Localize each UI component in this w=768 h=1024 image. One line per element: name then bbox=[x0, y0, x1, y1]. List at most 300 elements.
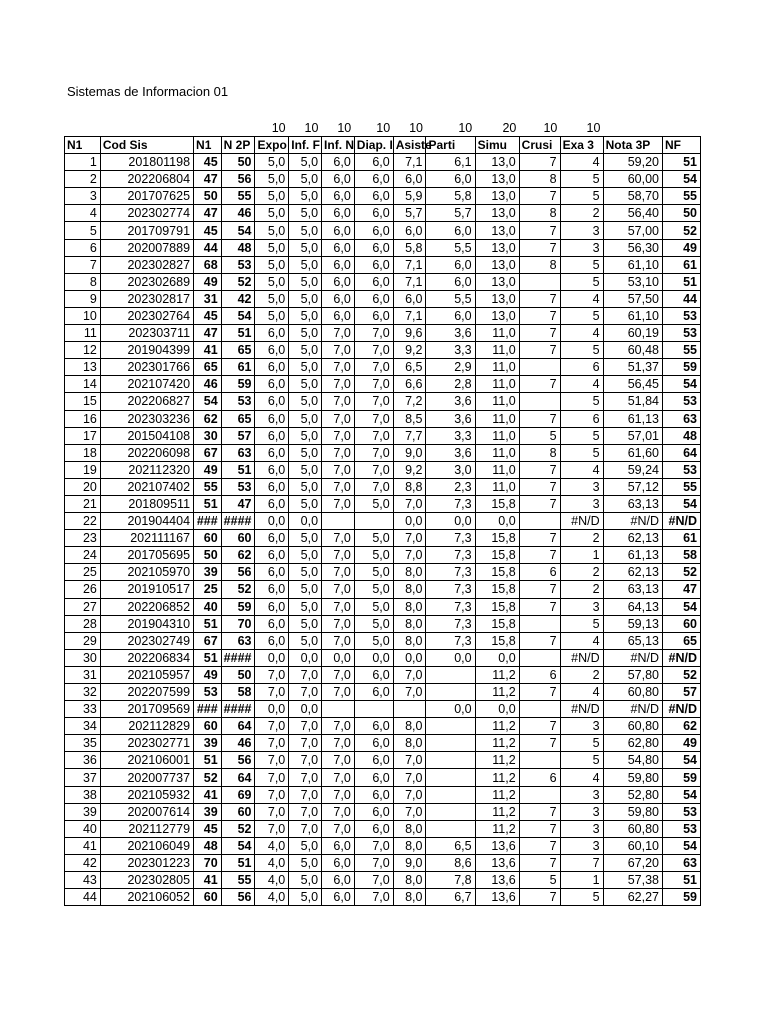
table-cell[interactable]: 11,2 bbox=[475, 752, 519, 769]
table-cell[interactable]: 63 bbox=[221, 632, 255, 649]
table-cell[interactable]: 5,0 bbox=[289, 598, 322, 615]
table-cell[interactable]: 5,0 bbox=[354, 632, 393, 649]
table-cell[interactable]: 202206834 bbox=[100, 649, 193, 666]
table-cell[interactable]: 9,2 bbox=[393, 461, 426, 478]
table-cell[interactable]: 22 bbox=[65, 513, 101, 530]
table-cell[interactable]: 65 bbox=[221, 410, 255, 427]
table-cell[interactable]: 15 bbox=[65, 393, 101, 410]
table-cell[interactable]: 4 bbox=[560, 769, 603, 786]
table-cell[interactable]: 7,1 bbox=[393, 273, 426, 290]
table-cell[interactable]: 64 bbox=[221, 769, 255, 786]
table-cell[interactable]: 11,0 bbox=[475, 427, 519, 444]
table-cell[interactable]: 60,80 bbox=[603, 684, 662, 701]
table-cell[interactable]: 6,0 bbox=[322, 872, 355, 889]
table-cell[interactable]: 8,8 bbox=[393, 478, 426, 495]
table-cell[interactable]: 5,0 bbox=[289, 530, 322, 547]
table-cell[interactable]: 39 bbox=[194, 564, 222, 581]
table-cell[interactable]: 7 bbox=[519, 632, 560, 649]
table-cell[interactable]: 25 bbox=[65, 564, 101, 581]
table-cell[interactable]: #N/D bbox=[603, 649, 662, 666]
table-cell[interactable]: 52 bbox=[221, 273, 255, 290]
table-cell[interactable]: 4,0 bbox=[255, 889, 289, 906]
table-cell[interactable]: 7 bbox=[519, 342, 560, 359]
table-cell[interactable]: 202206804 bbox=[100, 171, 193, 188]
table-cell[interactable]: 9,0 bbox=[393, 854, 426, 871]
table-cell[interactable]: 8,0 bbox=[393, 735, 426, 752]
table-cell[interactable]: 7,0 bbox=[322, 769, 355, 786]
table-cell[interactable]: 7,0 bbox=[255, 803, 289, 820]
table-cell[interactable]: 13,0 bbox=[475, 307, 519, 324]
table-cell[interactable]: 7,0 bbox=[322, 718, 355, 735]
table-cell[interactable]: 7,3 bbox=[426, 547, 475, 564]
table-cell[interactable]: 5,0 bbox=[354, 615, 393, 632]
table-cell[interactable]: 9,0 bbox=[393, 444, 426, 461]
table-cell[interactable]: 54 bbox=[194, 393, 222, 410]
table-cell[interactable]: 5,0 bbox=[289, 273, 322, 290]
table-cell[interactable]: 8,0 bbox=[393, 718, 426, 735]
table-cell[interactable]: 0,0 bbox=[393, 513, 426, 530]
table-cell[interactable]: 7,0 bbox=[354, 461, 393, 478]
table-cell[interactable]: 6,0 bbox=[255, 427, 289, 444]
table-cell[interactable]: 202207599 bbox=[100, 684, 193, 701]
table-cell[interactable]: 6,0 bbox=[426, 307, 475, 324]
table-cell[interactable]: 7 bbox=[519, 837, 560, 854]
table-cell[interactable]: 18 bbox=[65, 444, 101, 461]
table-cell[interactable]: 45 bbox=[194, 222, 222, 239]
table-cell[interactable]: 15,8 bbox=[475, 598, 519, 615]
table-cell[interactable]: 7,0 bbox=[354, 393, 393, 410]
table-cell[interactable]: 7 bbox=[519, 222, 560, 239]
table-cell[interactable]: 11,0 bbox=[475, 376, 519, 393]
table-cell[interactable]: 44 bbox=[663, 290, 701, 307]
table-cell[interactable]: 65,13 bbox=[603, 632, 662, 649]
table-cell[interactable]: 13,0 bbox=[475, 171, 519, 188]
table-cell[interactable]: 6,0 bbox=[322, 290, 355, 307]
table-cell[interactable]: 54,80 bbox=[603, 752, 662, 769]
table-cell[interactable]: 5,0 bbox=[255, 205, 289, 222]
table-cell[interactable]: 7,0 bbox=[289, 666, 322, 683]
table-cell[interactable]: 53 bbox=[663, 461, 701, 478]
table-cell[interactable]: 7,0 bbox=[354, 342, 393, 359]
table-cell[interactable]: 6,0 bbox=[322, 154, 355, 171]
column-header[interactable]: Asiste bbox=[393, 137, 426, 154]
table-cell[interactable]: 11,2 bbox=[475, 769, 519, 786]
table-cell[interactable]: 5,0 bbox=[255, 256, 289, 273]
table-cell[interactable]: 202302817 bbox=[100, 290, 193, 307]
table-cell[interactable]: 70 bbox=[221, 615, 255, 632]
table-cell[interactable]: 7,3 bbox=[426, 581, 475, 598]
table-cell[interactable]: 11,2 bbox=[475, 684, 519, 701]
table-cell[interactable]: 56 bbox=[221, 752, 255, 769]
table-cell[interactable]: 7 bbox=[519, 307, 560, 324]
table-cell[interactable]: 201904399 bbox=[100, 342, 193, 359]
table-cell[interactable]: 6,0 bbox=[354, 188, 393, 205]
table-cell[interactable]: 11 bbox=[65, 325, 101, 342]
table-cell[interactable]: 6,0 bbox=[255, 444, 289, 461]
table-cell[interactable]: 49 bbox=[194, 461, 222, 478]
table-cell[interactable]: 3 bbox=[65, 188, 101, 205]
table-cell[interactable]: 51 bbox=[194, 615, 222, 632]
table-cell[interactable]: 13,0 bbox=[475, 256, 519, 273]
table-cell[interactable] bbox=[426, 786, 475, 803]
table-cell[interactable]: 39 bbox=[65, 803, 101, 820]
table-cell[interactable] bbox=[426, 684, 475, 701]
table-cell[interactable]: 7,0 bbox=[354, 359, 393, 376]
table-cell[interactable]: 4 bbox=[560, 290, 603, 307]
table-cell[interactable]: 6,0 bbox=[255, 461, 289, 478]
table-cell[interactable]: 13,6 bbox=[475, 854, 519, 871]
table-cell[interactable]: 42 bbox=[221, 290, 255, 307]
table-cell[interactable]: 0,0 bbox=[354, 649, 393, 666]
table-cell[interactable] bbox=[426, 666, 475, 683]
table-cell[interactable]: #N/D bbox=[603, 513, 662, 530]
table-cell[interactable]: 6,0 bbox=[426, 222, 475, 239]
table-cell[interactable]: 53 bbox=[221, 256, 255, 273]
table-cell[interactable]: 6,0 bbox=[255, 564, 289, 581]
table-cell[interactable]: 50 bbox=[194, 547, 222, 564]
table-cell[interactable]: 51 bbox=[221, 461, 255, 478]
table-cell[interactable]: 7,0 bbox=[393, 752, 426, 769]
table-cell[interactable]: 64 bbox=[221, 718, 255, 735]
table-cell[interactable]: 12 bbox=[65, 342, 101, 359]
table-cell[interactable] bbox=[519, 752, 560, 769]
table-cell[interactable]: 58,70 bbox=[603, 188, 662, 205]
table-cell[interactable]: 5,0 bbox=[255, 307, 289, 324]
table-cell[interactable]: 202301766 bbox=[100, 359, 193, 376]
table-cell[interactable]: 57,50 bbox=[603, 290, 662, 307]
table-cell[interactable]: 51,84 bbox=[603, 393, 662, 410]
table-cell[interactable]: 8 bbox=[519, 171, 560, 188]
table-cell[interactable]: 5 bbox=[560, 307, 603, 324]
table-cell[interactable]: 7,0 bbox=[354, 478, 393, 495]
table-cell[interactable]: 63 bbox=[663, 854, 701, 871]
table-cell[interactable]: 15,8 bbox=[475, 615, 519, 632]
table-cell[interactable]: 11,2 bbox=[475, 803, 519, 820]
table-cell[interactable]: 6 bbox=[560, 410, 603, 427]
table-cell[interactable]: 55 bbox=[221, 872, 255, 889]
table-cell[interactable]: 7 bbox=[65, 256, 101, 273]
table-cell[interactable] bbox=[322, 513, 355, 530]
table-cell[interactable]: 6 bbox=[519, 769, 560, 786]
table-cell[interactable]: 202206827 bbox=[100, 393, 193, 410]
table-cell[interactable]: 53 bbox=[221, 478, 255, 495]
table-cell[interactable]: 202107402 bbox=[100, 478, 193, 495]
table-cell[interactable]: 4,0 bbox=[255, 837, 289, 854]
table-cell[interactable]: 6,0 bbox=[322, 273, 355, 290]
table-cell[interactable]: 7,0 bbox=[322, 752, 355, 769]
table-cell[interactable]: 6,0 bbox=[255, 342, 289, 359]
table-cell[interactable]: 202303711 bbox=[100, 325, 193, 342]
table-cell[interactable]: 13,0 bbox=[475, 239, 519, 256]
table-cell[interactable]: 7,0 bbox=[322, 393, 355, 410]
table-cell[interactable]: 7,0 bbox=[289, 786, 322, 803]
table-cell[interactable]: 62 bbox=[194, 410, 222, 427]
table-cell[interactable]: 32 bbox=[65, 684, 101, 701]
table-cell[interactable]: 5 bbox=[560, 393, 603, 410]
table-cell[interactable]: 6,0 bbox=[354, 154, 393, 171]
table-cell[interactable]: 7,0 bbox=[289, 684, 322, 701]
table-cell[interactable]: 7,8 bbox=[426, 872, 475, 889]
table-cell[interactable]: 7,0 bbox=[354, 889, 393, 906]
table-cell[interactable] bbox=[426, 820, 475, 837]
table-cell[interactable] bbox=[519, 513, 560, 530]
table-cell[interactable]: 5,0 bbox=[289, 325, 322, 342]
table-cell[interactable]: 201709791 bbox=[100, 222, 193, 239]
table-cell[interactable]: 53,10 bbox=[603, 273, 662, 290]
table-cell[interactable]: 6 bbox=[65, 239, 101, 256]
table-cell[interactable]: 5,0 bbox=[289, 889, 322, 906]
table-cell[interactable]: 6,0 bbox=[393, 290, 426, 307]
table-cell[interactable]: 45 bbox=[194, 820, 222, 837]
table-cell[interactable]: 56,30 bbox=[603, 239, 662, 256]
table-cell[interactable]: 5,0 bbox=[255, 273, 289, 290]
table-cell[interactable]: 5 bbox=[560, 735, 603, 752]
table-cell[interactable]: 7,0 bbox=[322, 359, 355, 376]
table-cell[interactable]: 7 bbox=[519, 154, 560, 171]
table-cell[interactable]: 7,0 bbox=[322, 598, 355, 615]
table-cell[interactable]: 49 bbox=[194, 273, 222, 290]
table-cell[interactable]: 57,00 bbox=[603, 222, 662, 239]
table-cell[interactable]: 7,0 bbox=[322, 530, 355, 547]
table-cell[interactable]: 201705695 bbox=[100, 547, 193, 564]
table-cell[interactable]: 61,13 bbox=[603, 410, 662, 427]
table-cell[interactable]: 7,0 bbox=[322, 632, 355, 649]
table-cell[interactable]: 6,0 bbox=[322, 171, 355, 188]
table-cell[interactable]: 202106052 bbox=[100, 889, 193, 906]
table-cell[interactable]: 67,20 bbox=[603, 854, 662, 871]
table-cell[interactable]: 7,0 bbox=[322, 427, 355, 444]
table-cell[interactable]: 0,0 bbox=[475, 701, 519, 718]
table-cell[interactable]: 61 bbox=[221, 359, 255, 376]
table-cell[interactable]: 201809511 bbox=[100, 495, 193, 512]
table-cell[interactable]: 0,0 bbox=[255, 649, 289, 666]
column-header[interactable]: Exa 3 bbox=[560, 137, 603, 154]
table-cell[interactable]: #N/D bbox=[663, 701, 701, 718]
table-cell[interactable]: 27 bbox=[65, 598, 101, 615]
table-cell[interactable]: 60 bbox=[221, 803, 255, 820]
table-cell[interactable]: 63,13 bbox=[603, 495, 662, 512]
table-cell[interactable]: 202206852 bbox=[100, 598, 193, 615]
table-cell[interactable]: 7,0 bbox=[322, 564, 355, 581]
table-cell[interactable]: 53 bbox=[663, 803, 701, 820]
table-cell[interactable]: 6,0 bbox=[393, 171, 426, 188]
table-cell[interactable]: 7 bbox=[519, 820, 560, 837]
table-cell[interactable] bbox=[426, 718, 475, 735]
table-cell[interactable]: 202302749 bbox=[100, 632, 193, 649]
table-cell[interactable]: 6,0 bbox=[354, 222, 393, 239]
table-cell[interactable]: 65 bbox=[221, 342, 255, 359]
table-cell[interactable]: 6,0 bbox=[393, 222, 426, 239]
table-cell[interactable]: 23 bbox=[65, 530, 101, 547]
table-cell[interactable]: 202112829 bbox=[100, 718, 193, 735]
table-cell[interactable] bbox=[519, 359, 560, 376]
table-cell[interactable]: 30 bbox=[65, 649, 101, 666]
table-cell[interactable]: 9,6 bbox=[393, 325, 426, 342]
table-cell[interactable]: 6,0 bbox=[354, 239, 393, 256]
table-cell[interactable]: 3,0 bbox=[426, 461, 475, 478]
table-cell[interactable]: 6,0 bbox=[322, 205, 355, 222]
table-cell[interactable]: 5,0 bbox=[289, 410, 322, 427]
table-cell[interactable]: 3 bbox=[560, 786, 603, 803]
table-cell[interactable]: 7,0 bbox=[322, 495, 355, 512]
table-cell[interactable]: 0,0 bbox=[475, 513, 519, 530]
table-cell[interactable]: 7,0 bbox=[322, 410, 355, 427]
table-cell[interactable]: 3 bbox=[560, 820, 603, 837]
table-cell[interactable]: 5,0 bbox=[354, 530, 393, 547]
table-cell[interactable]: 7 bbox=[519, 188, 560, 205]
table-cell[interactable]: 4,0 bbox=[255, 854, 289, 871]
table-cell[interactable]: 7,0 bbox=[322, 461, 355, 478]
table-cell[interactable]: 40 bbox=[194, 598, 222, 615]
table-cell[interactable]: 59 bbox=[663, 889, 701, 906]
table-cell[interactable]: 6,7 bbox=[426, 889, 475, 906]
table-cell[interactable]: 5 bbox=[560, 256, 603, 273]
column-header[interactable]: NF bbox=[663, 137, 701, 154]
table-cell[interactable]: 67 bbox=[194, 444, 222, 461]
column-header[interactable]: N1 bbox=[194, 137, 222, 154]
table-cell[interactable]: 68 bbox=[194, 256, 222, 273]
table-cell[interactable]: 202106049 bbox=[100, 837, 193, 854]
table-cell[interactable]: 15,8 bbox=[475, 530, 519, 547]
table-cell[interactable]: 7,0 bbox=[393, 786, 426, 803]
table-cell[interactable]: 31 bbox=[65, 666, 101, 683]
table-cell[interactable]: 52 bbox=[221, 820, 255, 837]
table-cell[interactable]: 7 bbox=[519, 718, 560, 735]
table-cell[interactable]: 5,7 bbox=[393, 205, 426, 222]
table-cell[interactable]: 202106001 bbox=[100, 752, 193, 769]
table-cell[interactable]: 0,0 bbox=[426, 701, 475, 718]
table-cell[interactable]: 6,0 bbox=[354, 307, 393, 324]
table-cell[interactable]: 7,0 bbox=[255, 769, 289, 786]
table-cell[interactable]: 37 bbox=[65, 769, 101, 786]
table-cell[interactable]: 65 bbox=[663, 632, 701, 649]
table-cell[interactable]: 5 bbox=[560, 752, 603, 769]
table-cell[interactable]: 46 bbox=[221, 735, 255, 752]
table-cell[interactable]: #### bbox=[221, 649, 255, 666]
table-cell[interactable]: 70 bbox=[194, 854, 222, 871]
table-cell[interactable]: 25 bbox=[194, 581, 222, 598]
table-cell[interactable]: 7 bbox=[519, 325, 560, 342]
table-cell[interactable]: 15,8 bbox=[475, 632, 519, 649]
table-cell[interactable]: 11,0 bbox=[475, 478, 519, 495]
table-cell[interactable]: 0,0 bbox=[322, 649, 355, 666]
table-cell[interactable]: 2 bbox=[560, 530, 603, 547]
table-cell[interactable]: 6,0 bbox=[255, 359, 289, 376]
table-cell[interactable]: 56,45 bbox=[603, 376, 662, 393]
table-cell[interactable]: #N/D bbox=[603, 701, 662, 718]
table-cell[interactable] bbox=[322, 701, 355, 718]
table-cell[interactable]: 5,0 bbox=[255, 239, 289, 256]
table-cell[interactable]: 11,0 bbox=[475, 393, 519, 410]
table-cell[interactable]: 43 bbox=[65, 872, 101, 889]
table-cell[interactable]: 7,0 bbox=[322, 786, 355, 803]
column-header[interactable]: Parti bbox=[426, 137, 475, 154]
table-cell[interactable]: 7,0 bbox=[354, 376, 393, 393]
table-cell[interactable]: 51 bbox=[221, 325, 255, 342]
table-cell[interactable]: 7,0 bbox=[322, 325, 355, 342]
table-cell[interactable]: 30 bbox=[194, 427, 222, 444]
table-cell[interactable]: 47 bbox=[194, 171, 222, 188]
table-cell[interactable]: 49 bbox=[663, 239, 701, 256]
table-cell[interactable]: 2 bbox=[65, 171, 101, 188]
table-cell[interactable]: 1 bbox=[65, 154, 101, 171]
table-cell[interactable]: 62,13 bbox=[603, 564, 662, 581]
table-cell[interactable]: 44 bbox=[194, 239, 222, 256]
table-cell[interactable]: 46 bbox=[221, 205, 255, 222]
table-cell[interactable]: 52 bbox=[663, 222, 701, 239]
table-cell[interactable]: 3,6 bbox=[426, 325, 475, 342]
table-cell[interactable]: 7,0 bbox=[322, 581, 355, 598]
table-cell[interactable]: 3,3 bbox=[426, 342, 475, 359]
table-cell[interactable]: 38 bbox=[65, 786, 101, 803]
table-cell[interactable]: 7,0 bbox=[289, 718, 322, 735]
table-cell[interactable]: 7,0 bbox=[289, 735, 322, 752]
table-cell[interactable]: 3 bbox=[560, 837, 603, 854]
table-cell[interactable]: 201504108 bbox=[100, 427, 193, 444]
table-cell[interactable] bbox=[426, 769, 475, 786]
table-cell[interactable]: 4 bbox=[560, 325, 603, 342]
table-cell[interactable]: 54 bbox=[663, 752, 701, 769]
table-cell[interactable]: 55 bbox=[663, 478, 701, 495]
table-cell[interactable]: 11,2 bbox=[475, 666, 519, 683]
table-cell[interactable]: #N/D bbox=[560, 513, 603, 530]
table-cell[interactable]: 2,9 bbox=[426, 359, 475, 376]
table-cell[interactable]: 7,0 bbox=[255, 718, 289, 735]
table-cell[interactable]: 5 bbox=[560, 889, 603, 906]
table-cell[interactable]: 3 bbox=[560, 239, 603, 256]
table-cell[interactable]: 60 bbox=[194, 530, 222, 547]
table-cell[interactable]: 6,0 bbox=[354, 820, 393, 837]
table-cell[interactable]: 11,0 bbox=[475, 444, 519, 461]
table-cell[interactable]: 8,0 bbox=[393, 889, 426, 906]
table-cell[interactable]: 54 bbox=[663, 837, 701, 854]
table-cell[interactable]: 10 bbox=[65, 307, 101, 324]
table-cell[interactable]: 54 bbox=[221, 307, 255, 324]
table-cell[interactable]: 7,0 bbox=[322, 666, 355, 683]
table-cell[interactable] bbox=[519, 393, 560, 410]
table-cell[interactable]: 7,0 bbox=[393, 769, 426, 786]
table-cell[interactable]: 7 bbox=[519, 478, 560, 495]
table-cell[interactable]: 3,6 bbox=[426, 410, 475, 427]
table-cell[interactable]: 4 bbox=[560, 632, 603, 649]
table-cell[interactable]: 15,8 bbox=[475, 547, 519, 564]
column-header[interactable]: Cod Sis bbox=[100, 137, 193, 154]
table-cell[interactable]: 6,0 bbox=[255, 530, 289, 547]
table-cell[interactable]: 31 bbox=[194, 290, 222, 307]
table-cell[interactable]: 61,60 bbox=[603, 444, 662, 461]
table-cell[interactable]: 5,0 bbox=[289, 239, 322, 256]
table-cell[interactable]: 7 bbox=[519, 410, 560, 427]
table-cell[interactable]: 51 bbox=[221, 854, 255, 871]
table-cell[interactable]: 2 bbox=[560, 581, 603, 598]
table-cell[interactable]: 8,0 bbox=[393, 820, 426, 837]
column-header[interactable]: Expo bbox=[255, 137, 289, 154]
table-cell[interactable]: 0,0 bbox=[475, 649, 519, 666]
table-cell[interactable]: 55 bbox=[194, 478, 222, 495]
table-cell[interactable]: 65 bbox=[194, 359, 222, 376]
table-cell[interactable]: 61,10 bbox=[603, 307, 662, 324]
table-cell[interactable]: 5 bbox=[560, 273, 603, 290]
table-cell[interactable]: 5,0 bbox=[289, 444, 322, 461]
table-cell[interactable]: 7,0 bbox=[354, 872, 393, 889]
table-cell[interactable]: 5,0 bbox=[289, 188, 322, 205]
table-cell[interactable]: 15,8 bbox=[475, 495, 519, 512]
table-cell[interactable]: 2 bbox=[560, 666, 603, 683]
table-cell[interactable]: 53 bbox=[194, 684, 222, 701]
table-cell[interactable]: 41 bbox=[65, 837, 101, 854]
table-cell[interactable]: 6,0 bbox=[255, 598, 289, 615]
table-cell[interactable]: 202301223 bbox=[100, 854, 193, 871]
